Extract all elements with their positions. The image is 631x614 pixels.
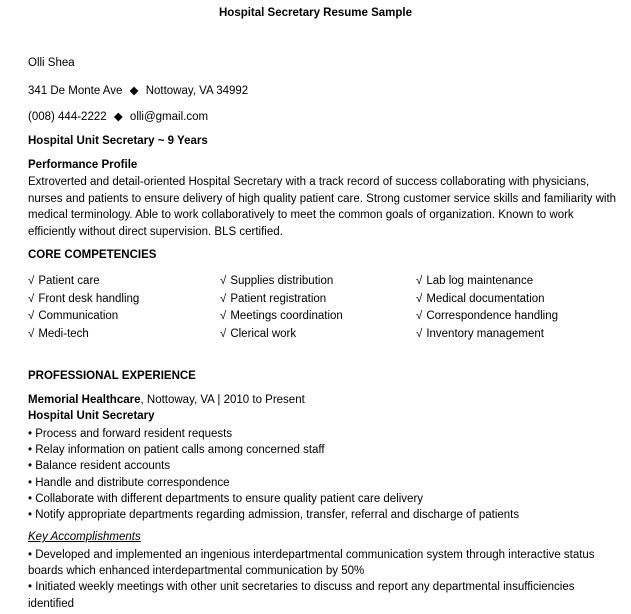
diamond-icon: ◆ xyxy=(129,85,139,97)
competency-item xyxy=(416,275,533,287)
competency-row xyxy=(28,275,618,293)
competency-label: Front desk handling xyxy=(38,292,140,305)
checkmark-icon: √ xyxy=(416,310,423,323)
accomplishment-item: • Initiated weekly meetings with other unit secretaries to discuss and report any departmental insufficiencies identified xyxy=(28,581,575,610)
address-line xyxy=(28,83,248,97)
checkmark-icon: √ xyxy=(220,275,227,287)
competency-label: Medi-tech xyxy=(38,328,89,341)
email: olli@gmail.com xyxy=(129,111,209,123)
duty-item: • Relay information on patient calls among concerned staff xyxy=(28,444,325,457)
checkmark-icon: √ xyxy=(416,292,423,305)
competency-item xyxy=(416,310,558,322)
competency-label: Supplies distribution xyxy=(230,275,334,287)
employer-line xyxy=(28,394,305,406)
checkmark-icon: √ xyxy=(28,292,35,305)
competency-item xyxy=(28,310,118,322)
competency-item xyxy=(416,328,544,340)
role-title: Hospital Unit Secretary xyxy=(28,410,155,422)
competency-label: Meetings coordination xyxy=(230,310,343,323)
headline: Hospital Unit Secretary ~ 9 Years xyxy=(28,135,208,147)
employer-name: Memorial Healthcare xyxy=(28,394,141,406)
duty-item: • Notify appropriate departments regarding admission, transfer, referral and discharge of patients xyxy=(28,508,520,521)
duty-item: • Process and forward resident requests xyxy=(28,428,233,440)
duty-item: • Collaborate with different departments to ensure quality patient care delivery xyxy=(28,492,424,505)
competency-item xyxy=(28,328,89,340)
competency-label: Patient care xyxy=(38,275,100,287)
document-title: Hospital Secretary Resume Sample xyxy=(218,7,413,19)
checkmark-icon: √ xyxy=(220,328,227,341)
competency-row xyxy=(28,328,618,346)
competency-item xyxy=(220,328,296,340)
competency-label: Correspondence handling xyxy=(426,310,559,323)
checkmark-icon: √ xyxy=(28,275,35,287)
checkmark-icon: √ xyxy=(416,328,423,341)
competency-label: Clerical work xyxy=(230,328,297,341)
duty-item: • Handle and distribute correspondence xyxy=(28,476,230,489)
competency-item xyxy=(220,293,326,305)
duty-item: • Balance resident accounts xyxy=(28,460,171,473)
profile-text: Extroverted and detail-oriented Hospital Secretary with a track record of success collaborating with physicians, nurses and patients to ensure delivery of high quality patient care. Strong customer service skills and familiarity with medical terminology. Able to work collaboratively to meet the common goals of organization. Known to work efficiently without direct supervision. BLS certified. xyxy=(28,176,617,238)
competency-label: Inventory management xyxy=(426,328,544,341)
checkmark-icon: √ xyxy=(220,292,227,305)
checkmark-icon: √ xyxy=(28,328,35,341)
experience-heading: PROFESSIONAL EXPERIENCE xyxy=(28,370,196,382)
employer-detail: , Nottoway, VA | 2010 to Present xyxy=(140,394,305,406)
competency-label: Lab log maintenance xyxy=(426,275,534,287)
competency-label: Medical documentation xyxy=(426,292,545,305)
duties-list xyxy=(28,426,618,523)
accomplishment-item: • Developed and implemented an ingenious interdepartmental communication system through interactive status boards which enhanced interdepartmental communication by 50% xyxy=(28,549,595,578)
competency-row xyxy=(28,293,618,311)
competency-row xyxy=(28,310,618,328)
contact-line xyxy=(28,109,208,123)
checkmark-icon: √ xyxy=(28,310,35,323)
city: Nottoway, VA 34992 xyxy=(145,85,249,97)
candidate-name: Olli Shea xyxy=(28,57,75,69)
competency-item xyxy=(220,310,343,322)
competency-label: Patient registration xyxy=(230,292,327,305)
street: 341 De Monte Ave xyxy=(28,85,123,97)
competency-label: Communication xyxy=(38,310,119,323)
accomplishments-heading: Key Accomplishments xyxy=(28,531,141,543)
competency-item xyxy=(220,275,333,287)
diamond-icon: ◆ xyxy=(113,111,123,123)
accomplishments-list xyxy=(28,547,618,612)
competency-item xyxy=(28,293,139,305)
phone: (008) 444-2222 xyxy=(28,111,107,123)
competencies-heading: CORE COMPETENCIES xyxy=(28,249,157,261)
competency-item xyxy=(416,293,545,305)
profile-heading: Performance Profile xyxy=(28,159,138,171)
checkmark-icon: √ xyxy=(416,275,423,287)
checkmark-icon: √ xyxy=(220,310,227,323)
competency-item xyxy=(28,275,100,287)
